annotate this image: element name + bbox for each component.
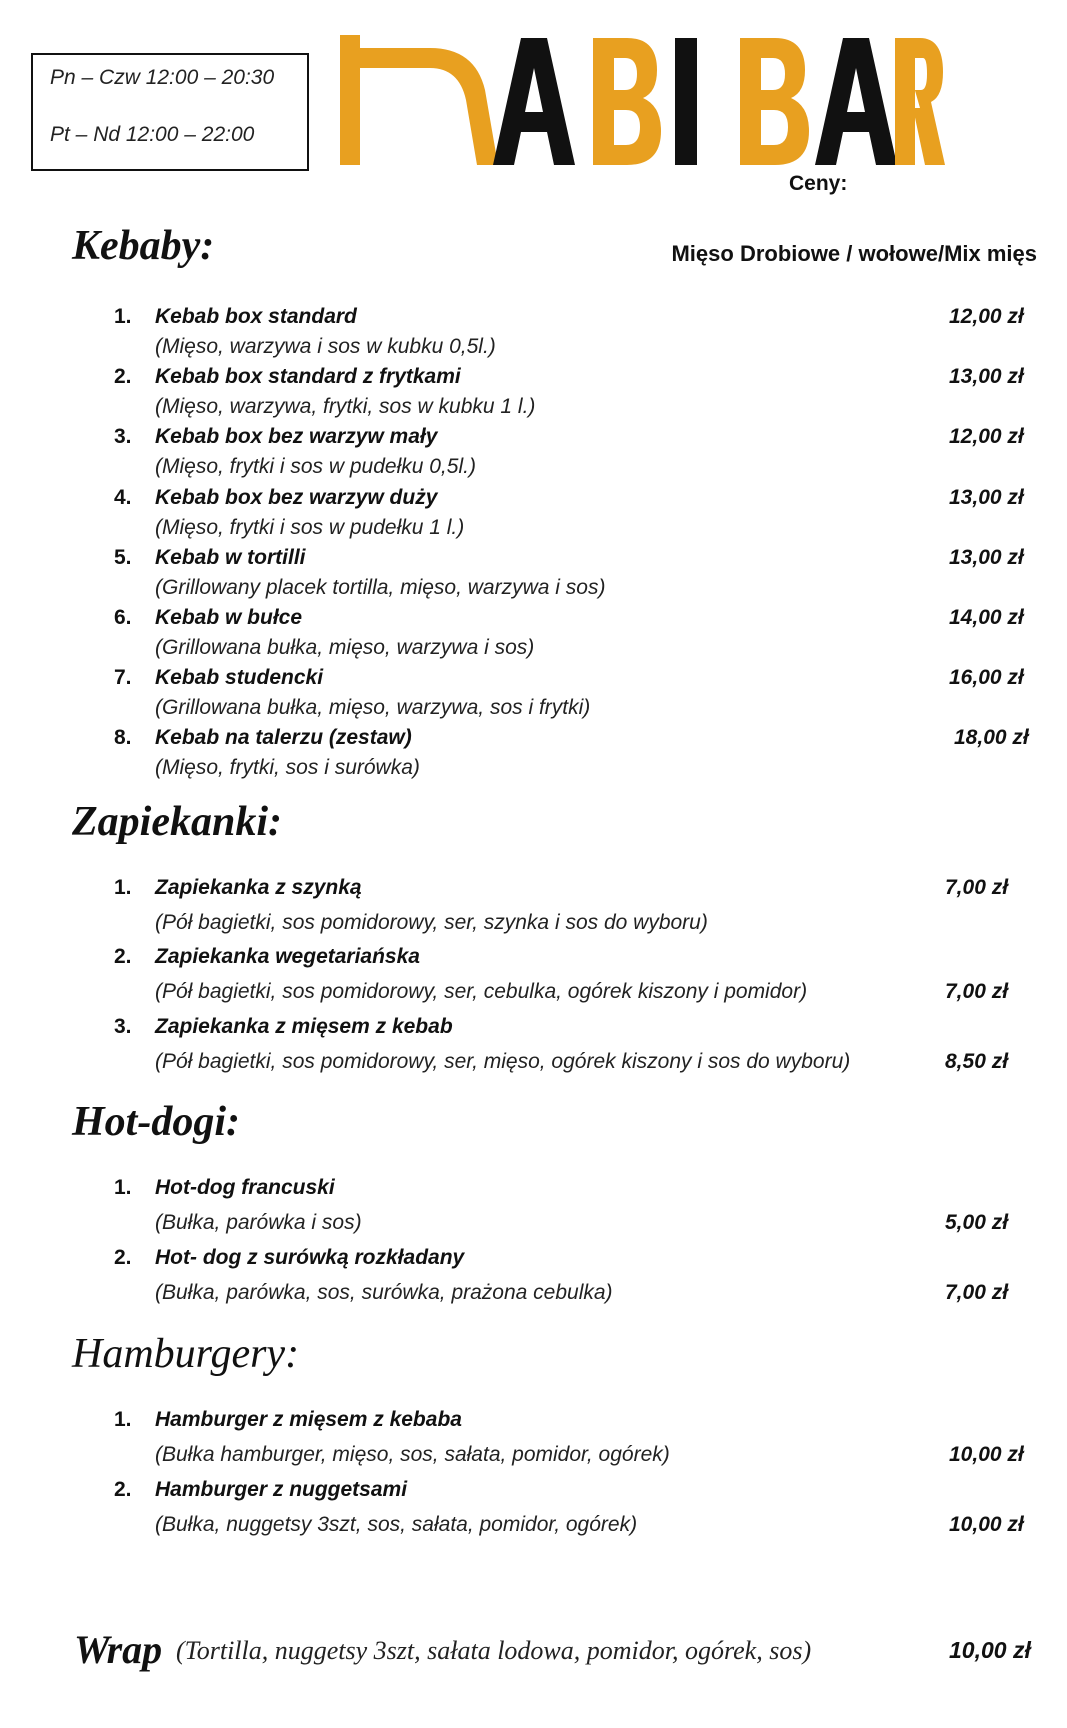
- item-name: Kebab na talerzu (zestaw): [155, 726, 412, 749]
- item-number: 1.: [114, 1176, 132, 1199]
- wrap-price: 10,00 zł: [949, 1637, 1031, 1663]
- item-number: 8.: [114, 726, 132, 749]
- item-price: 10,00 zł: [949, 1513, 1024, 1536]
- item-name: Zapiekanka z szynką: [155, 876, 362, 899]
- item-price: 7,00 zł: [945, 980, 1009, 1003]
- item-description: (Grillowana bułka, mięso, warzywa i sos): [155, 636, 535, 659]
- item-price: 13,00 zł: [949, 546, 1024, 569]
- item-price: 16,00 zł: [949, 666, 1024, 689]
- item-number: 2.: [114, 365, 132, 388]
- item-price: 10,00 zł: [949, 1443, 1024, 1466]
- item-name: Hamburger z mięsem z kebaba: [155, 1408, 462, 1431]
- item-name: Zapiekanka wegetariańska: [155, 945, 420, 968]
- item-name: Kebab w tortilli: [155, 546, 306, 569]
- item-number: 1.: [114, 305, 132, 328]
- opening-hours-box: [31, 53, 309, 171]
- prices-header: Ceny:: [789, 172, 848, 195]
- item-price: 5,00 zł: [945, 1211, 1009, 1234]
- item-price: 13,00 zł: [949, 486, 1024, 509]
- item-name: Hot- dog z surówką rozkładany: [155, 1246, 465, 1269]
- item-description: (Bułka, nuggetsy 3szt, sos, sałata, pomidor, ogórek): [155, 1513, 638, 1536]
- kabi-bar-logo: [335, 30, 945, 170]
- section-title-hotdogi: Hot-dogi:: [72, 1099, 240, 1145]
- item-number: 3.: [114, 425, 132, 448]
- item-number: 1.: [114, 876, 132, 899]
- item-name: Hamburger z nuggetsami: [155, 1478, 408, 1501]
- item-description: (Bułka hamburger, mięso, sos, sałata, pomidor, ogórek): [155, 1443, 670, 1466]
- section-title-wrap: Wrap: [74, 1627, 163, 1672]
- item-number: 2.: [114, 945, 132, 968]
- item-number: 7.: [114, 666, 132, 689]
- item-description: (Grillowana bułka, mięso, warzywa, sos i frytki): [155, 696, 591, 719]
- item-price: 12,00 zł: [949, 305, 1024, 328]
- item-price: 13,00 zł: [949, 365, 1024, 388]
- item-description: (Mięso, frytki, sos i surówka): [155, 756, 420, 779]
- item-name: Kebab w bułce: [155, 606, 303, 629]
- section-title-hamburgery: Hamburgery:: [72, 1331, 300, 1377]
- section-title-kebaby: Kebaby:: [72, 223, 215, 269]
- item-price: 8,50 zł: [945, 1050, 1009, 1073]
- item-number: 6.: [114, 606, 132, 629]
- item-number: 5.: [114, 546, 132, 569]
- item-price: 18,00 zł: [954, 726, 1029, 749]
- item-description: (Pół bagietki, sos pomidorowy, ser, szynka i sos do wyboru): [155, 911, 708, 934]
- item-description: (Mięso, warzywa, frytki, sos w kubku 1 l.): [155, 395, 536, 418]
- item-description: (Pół bagietki, sos pomidorowy, ser, cebulka, ogórek kiszony i pomidor): [155, 980, 808, 1003]
- wrap-description: (Tortilla, nuggetsy 3szt, sałata lodowa, pomidor, ogórek, sos): [176, 1636, 812, 1665]
- item-description: (Bułka, parówka i sos): [155, 1211, 362, 1234]
- item-price: 7,00 zł: [945, 1281, 1009, 1304]
- item-name: Kebab box standard: [155, 305, 357, 328]
- item-name: Zapiekanka z mięsem z kebab: [155, 1015, 453, 1038]
- item-name: Kebab studencki: [155, 666, 324, 689]
- meat-type-note: Mięso Drobiowe / wołowe/Mix mięs: [671, 241, 1037, 266]
- item-name: Kebab box bez warzyw mały: [155, 425, 438, 448]
- hours-weekend: Pt – Nd 12:00 – 22:00: [50, 123, 255, 146]
- item-number: 2.: [114, 1246, 132, 1269]
- item-name: Kebab box standard z frytkami: [155, 365, 461, 388]
- section-title-zapiekanki: Zapiekanki:: [72, 799, 282, 845]
- item-description: (Bułka, parówka, sos, surówka, prażona cebulka): [155, 1281, 613, 1304]
- item-price: 14,00 zł: [949, 606, 1024, 629]
- item-price: 12,00 zł: [949, 425, 1024, 448]
- item-price: 7,00 zł: [945, 876, 1009, 899]
- item-name: Hot-dog francuski: [155, 1176, 335, 1199]
- item-number: 3.: [114, 1015, 132, 1038]
- item-number: 4.: [114, 486, 132, 509]
- item-name: Kebab box bez warzyw duży: [155, 486, 438, 509]
- item-number: 2.: [114, 1478, 132, 1501]
- item-description: (Mięso, frytki i sos w pudełku 0,5l.): [155, 455, 476, 478]
- item-description: (Grillowany placek tortilla, mięso, warzywa i sos): [155, 576, 606, 599]
- item-description: (Pół bagietki, sos pomidorowy, ser, mięso, ogórek kiszony i sos do wyboru): [155, 1050, 851, 1073]
- item-description: (Mięso, warzywa i sos w kubku 0,5l.): [155, 335, 496, 358]
- item-description: (Mięso, frytki i sos w pudełku 1 l.): [155, 516, 465, 539]
- item-number: 1.: [114, 1408, 132, 1431]
- hours-weekdays: Pn – Czw 12:00 – 20:30: [50, 66, 275, 89]
